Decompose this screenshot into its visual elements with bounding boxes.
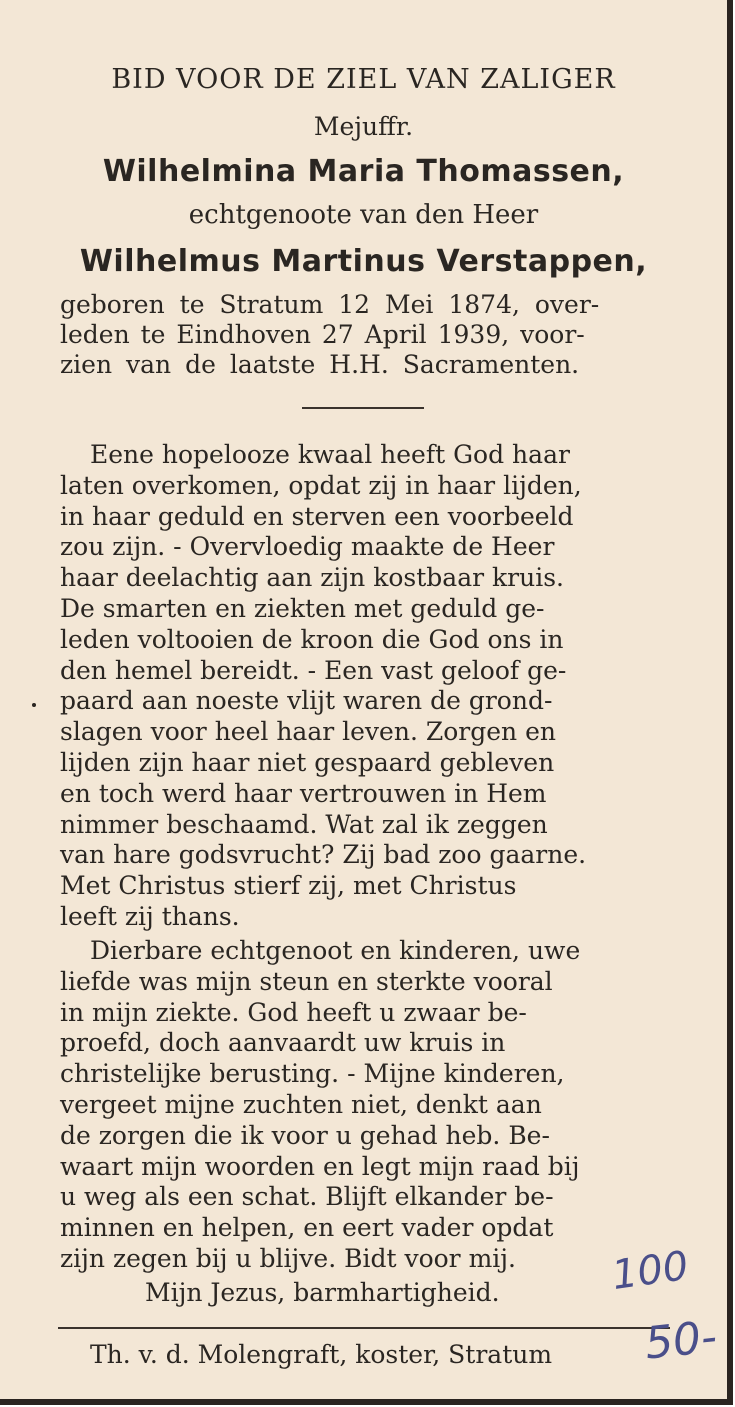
card-title: BID VOOR DE ZIEL VAN ZALIGER [111,64,616,95]
text-line: vergeet mijne zuchten niet, denkt aan [60,1089,542,1119]
text-line: den hemel bereidt. - Een vast geloof ge- [60,655,567,685]
handwritten-mark-top: 100 [609,1242,692,1300]
text-line: in mijn ziekte. God heeft u zwaar be- [60,997,527,1027]
text-line: paard aan noeste vlijt waren de grond- [60,686,553,716]
text-line: haar deelachtig aan zijn kostbaar kruis. [60,563,564,593]
text-line: u weg als een schat. Blijft elkander be- [60,1182,554,1212]
text-line: proefd, doch aanvaardt uw kruis in [60,1028,506,1058]
text-line: Dierbare echtgenoot en kinderen, uwe [90,936,581,965]
text-line: nimmer beschaamd. Wat zal ik zeggen [60,809,548,839]
text-line: minnen en helpen, en eert vader opdat [60,1213,554,1243]
bio-block [60,290,670,380]
printer-credit: Th. v. d. Molengraft, koster, Stratum [90,1340,553,1369]
text-line: leeft zij thans. [60,901,240,931]
spouse-name: Wilhelmus Martinus Verstappen, [79,244,648,279]
text-line: en toch werd haar vertrouwen in Hem [60,778,547,808]
text-line: in haar geduld en sterven een voorbeeld [60,501,574,531]
honorific: Mejuffr. [313,112,414,141]
bio-line: zien van de laatste H.H. Sacramenten. [60,350,580,379]
paragraph-1 [60,440,670,933]
bottom-rule [58,1327,670,1329]
text-line: De smarten en ziekten met geduld ge- [60,593,545,623]
bio-line: geboren te Stratum 12 Mei 1874, over- [60,290,600,319]
text-line: liefde was mijn steun en sterkte vooral [60,966,553,996]
paragraph-2 [60,936,670,1275]
text-line: laten overkomen, opdat zij in haar lijden, [60,470,582,500]
text-line: zou zijn. - Overvloedig maakte de Heer [60,532,555,562]
text-line: Met Christus stierf zij, met Christus [60,871,517,901]
text-line: de zorgen die ik voor u gehad heb. Be- [60,1120,550,1150]
text-line: Eene hopelooze kwaal heeft God haar [90,440,570,469]
deceased-name: Wilhelmina Maria Thomassen, [102,154,625,189]
text-line: slagen voor heel haar leven. Zorgen en [60,717,556,747]
section-divider [302,407,424,409]
text-line: lijden zijn haar niet gespaard gebleven [60,747,555,777]
text-line: van hare godsvrucht? Zij bad zoo gaarne. [60,840,587,870]
handwritten-mark-bottom: 50- [642,1311,720,1370]
text-line: leden voltooien de kroon die God ons in [60,624,564,654]
margin-dot [32,703,36,707]
bio-line: leden te Eindhoven 27 April 1939, voor- [60,320,585,349]
closing-prayer: Mijn Jezus, barmhartigheid. [145,1278,500,1307]
text-line: christelijke berusting. - Mijne kinderen, [60,1059,565,1089]
text-line: zijn zegen bij u blijve. Bidt voor mij. [60,1243,516,1273]
text-line: waart mijn woorden en legt mijn raad bij [60,1151,580,1181]
relation-text: echtgenoote van den Heer [188,200,539,230]
